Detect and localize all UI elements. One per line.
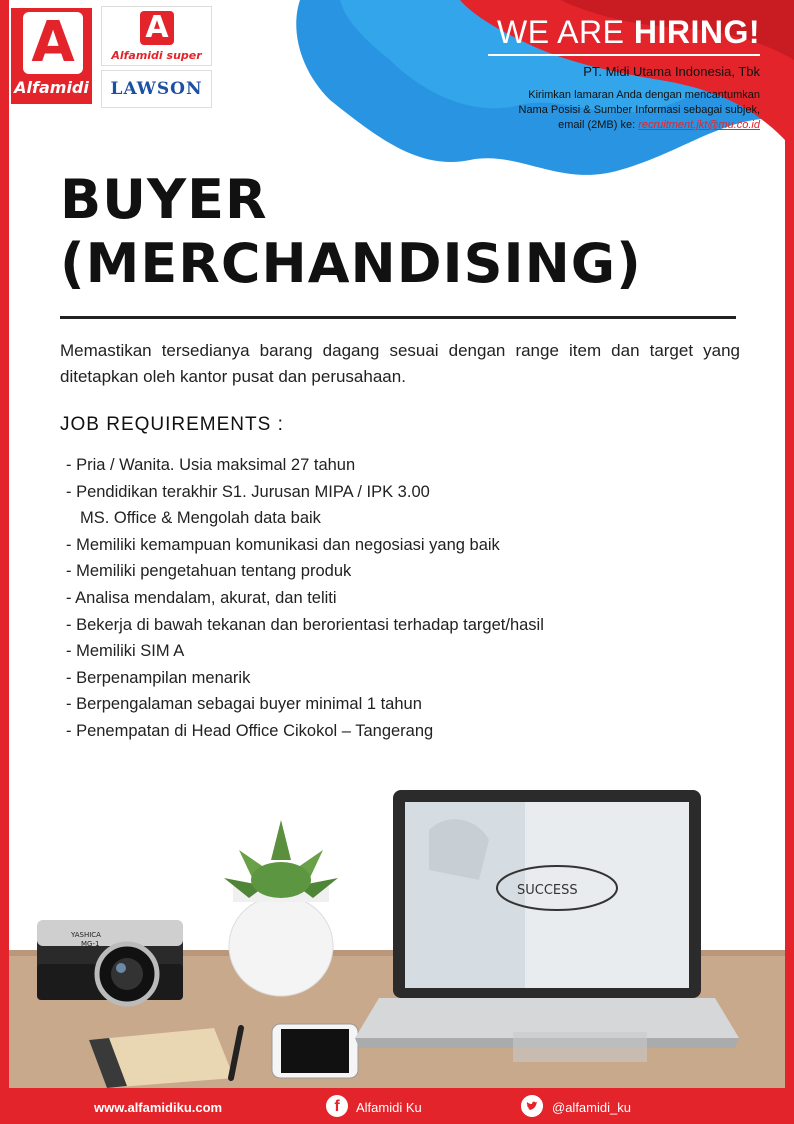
requirements-list xyxy=(66,452,544,745)
alfamidi-logo-text: Alfamidi xyxy=(14,78,89,97)
requirements-heading: JOB REQUIREMENTS : xyxy=(60,414,284,435)
apply-line-2: Nama Posisi & Sumber Informasi sebagai subjek, xyxy=(518,104,760,116)
requirement-item: - Pria / Wanita. Usia maksimal 27 tahun xyxy=(66,456,356,474)
requirement-item: - Berpenampilan menarik xyxy=(66,668,251,687)
requirement-item-continuation: MS. Office & Mengolah data baik xyxy=(80,509,321,528)
apply-line-1: Kirimkan lamaran Anda dengan mencantumkan xyxy=(528,89,760,101)
requirement-item: - Berpengalaman sebagai buyer minimal 1 tahun xyxy=(66,695,422,714)
lawson-logo: LAWSON xyxy=(101,70,212,108)
apply-instructions xyxy=(460,88,760,133)
requirement-item: - Memiliki kemampuan komunikasi dan negosiasi yang baik xyxy=(66,535,500,554)
alfamidi-super-logo xyxy=(101,6,212,66)
twitter-icon xyxy=(521,1095,543,1117)
hiring-underline xyxy=(488,54,760,56)
apply-email-link[interactable]: recruitment.jkt@mu.co.id xyxy=(638,119,760,131)
hiring-bold-text: HIRING! xyxy=(633,14,760,50)
requirement-item: - Bekerja di bawah tekanan dan berorientasi terhadap target/hasil xyxy=(66,615,544,634)
alfamidi-logo-letter: A xyxy=(23,12,83,74)
facebook-link[interactable]: Alfamidi Ku xyxy=(356,1100,422,1115)
company-name: PT. Midi Utama Indonesia, Tbk xyxy=(583,64,760,79)
alfamidi-super-text: Alfamidi super xyxy=(111,49,202,62)
requirement-item: - Penempatan di Head Office Cikokol – Tangerang xyxy=(66,721,434,740)
title-divider xyxy=(60,316,736,319)
camera-brand-text: YASHICA xyxy=(71,931,101,939)
alfamidi-logo xyxy=(9,6,94,106)
apply-line-3 xyxy=(460,118,760,133)
smartphone-image xyxy=(272,1024,358,1078)
requirement-item: - Pendidikan terakhir S1. Jurusan MIPA / IPK 3.00 xyxy=(66,482,430,501)
requirement-item: - Memiliki pengetahuan tentang produk xyxy=(66,562,352,581)
screen-success-text: SUCCESS xyxy=(517,883,578,898)
job-title xyxy=(60,168,760,296)
hiring-light-text: WE ARE xyxy=(496,14,634,50)
laptop-image xyxy=(355,790,739,1062)
requirement-item: - Analisa mendalam, akurat, dan teliti xyxy=(66,588,337,607)
desk-photo xyxy=(9,760,785,1088)
hiring-banner xyxy=(497,12,760,52)
job-description: Memastikan tersedianya barang dagang sesuai dengan range item dan target yang ditetapkan oleh kantor pusat dan perusahaan. xyxy=(60,341,740,386)
footer-bar xyxy=(0,1088,794,1124)
requirement-item: - Memiliki SIM A xyxy=(66,642,185,661)
alfamidi-super-letter: A xyxy=(140,11,174,45)
apply-email-prefix: email (2MB) ke: xyxy=(558,119,639,131)
job-title-line-1: BUYER xyxy=(60,168,268,231)
job-title-line-2: (MERCHANDISING) xyxy=(60,232,642,295)
twitter-link[interactable]: @alfamidi_ku xyxy=(552,1100,631,1115)
camera-model-text: MG-1 xyxy=(81,940,100,948)
facebook-icon: f xyxy=(326,1095,348,1117)
website-link[interactable]: www.alfamidiku.com xyxy=(94,1100,223,1115)
camera-image xyxy=(37,920,183,1004)
